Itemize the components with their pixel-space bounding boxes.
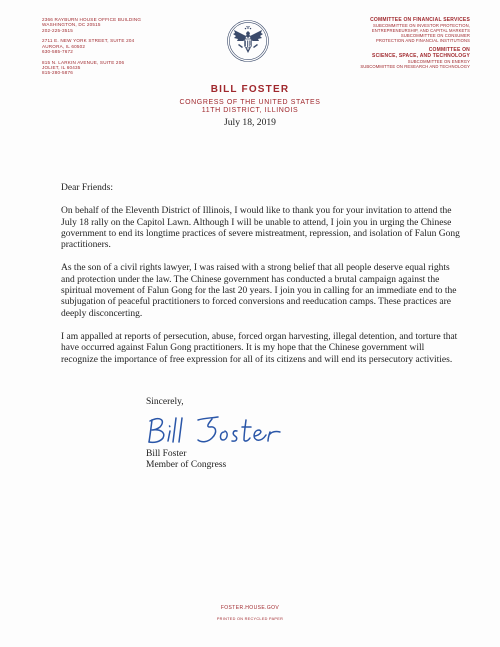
salutation: Dear Friends: <box>61 183 113 193</box>
phone-number: 630-585-7672 <box>42 48 74 54</box>
phone-number: 815-280-5876 <box>42 70 74 76</box>
committee-title: COMMITTEE ON FINANCIAL SERVICES <box>370 17 470 23</box>
address-line: 815 N. LARKIN AVENUE, SUITE 206 <box>42 59 125 65</box>
body-paragraph: On behalf of the Eleventh District of Illinois, I would like to thank you for your invitation to attend the July 18 rally on the Capitol Lawn. Although I will be unable to attend, I join you in urging the Chinese government to end its longtime practices of severe mistreatment, repression, and isolation of Falun Gong practitioners. <box>61 206 460 251</box>
office-address-dc <box>42 17 152 33</box>
address-line: JOLIET, IL 60435 <box>42 64 81 70</box>
committee-title: SCIENCE, SPACE, AND TECHNOLOGY <box>372 53 470 59</box>
signer-block <box>146 449 226 472</box>
handwritten-signature <box>146 412 296 446</box>
subcommittee-line: SUBCOMMITTEE ON CONSUMER <box>400 33 470 38</box>
body-paragraph: I am appalled at reports of persecution, abuse, forced organ harvesting, illegal detention, and torture that have occurred against Falun Gong practitioners. It is my hope that the Chinese government will recognize the importance of free expression for all of its citizens and will end its persecutory activities. <box>61 331 458 365</box>
body-paragraph: As the son of a civil rights lawyer, I was raised with a strong belief that all people deserve equal rights and protection under the law. The Chinese government has conducted a brutal campaign against the spiritual movement of Falun Gong for the last 20 years. I join you in calling for an immediate end to the subjugation of peaceful practitioners to forced conversions and reeducation camps. These practices are deeply disconcerting. <box>61 263 457 319</box>
address-line: 2366 RAYBURN HOUSE OFFICE BUILDING <box>42 17 142 22</box>
office-addresses <box>42 17 152 81</box>
signer-name: Bill Foster <box>146 449 187 459</box>
recycled-paper-note: PRINTED ON RECYCLED PAPER <box>216 617 284 621</box>
address-line: AURORA, IL 60502 <box>42 43 86 49</box>
district-label: 11TH DISTRICT, ILLINOIS <box>201 107 299 114</box>
subcommittee-line: PROTECTION AND FINANCIAL INSTITUTIONS <box>375 38 470 43</box>
subcommittee-line: SUBCOMMITTEE ON RESEARCH AND TECHNOLOGY <box>360 64 470 69</box>
committee-title: COMMITTEE ON <box>428 47 470 53</box>
congress-label: CONGRESS OF THE UNITED STATES <box>179 99 321 106</box>
office-address-aurora <box>42 38 152 54</box>
letter-date: July 18, 2019 <box>224 117 276 128</box>
website-link[interactable]: FOSTER.HOUSE.GOV <box>220 605 280 611</box>
subcommittee-line: SUBCOMMITTEE ON ENERGY <box>407 59 470 64</box>
member-name: BILL FOSTER <box>210 84 290 95</box>
signer-title: Member of Congress <box>146 460 227 471</box>
phone-number: 202-225-3515 <box>42 27 74 33</box>
committee-list <box>325 17 470 69</box>
closing: Sincerely, <box>146 397 184 407</box>
office-address-joliet <box>42 60 152 76</box>
address-line: 2711 E. NEW YORK STREET, SUITE 204 <box>42 38 135 44</box>
letter-footer <box>0 605 500 621</box>
subcommittee-line: SUBCOMMITTEE ON INVESTOR PROTECTION, <box>372 23 470 28</box>
letterhead-name-block <box>0 84 500 128</box>
subcommittee-line: ENTREPRENEURSHIP, AND CAPITAL MARKETS <box>371 28 470 33</box>
eagle-seal-icon <box>226 19 270 63</box>
letter-body <box>61 183 461 378</box>
address-line: WASHINGTON, DC 20515 <box>42 22 101 28</box>
